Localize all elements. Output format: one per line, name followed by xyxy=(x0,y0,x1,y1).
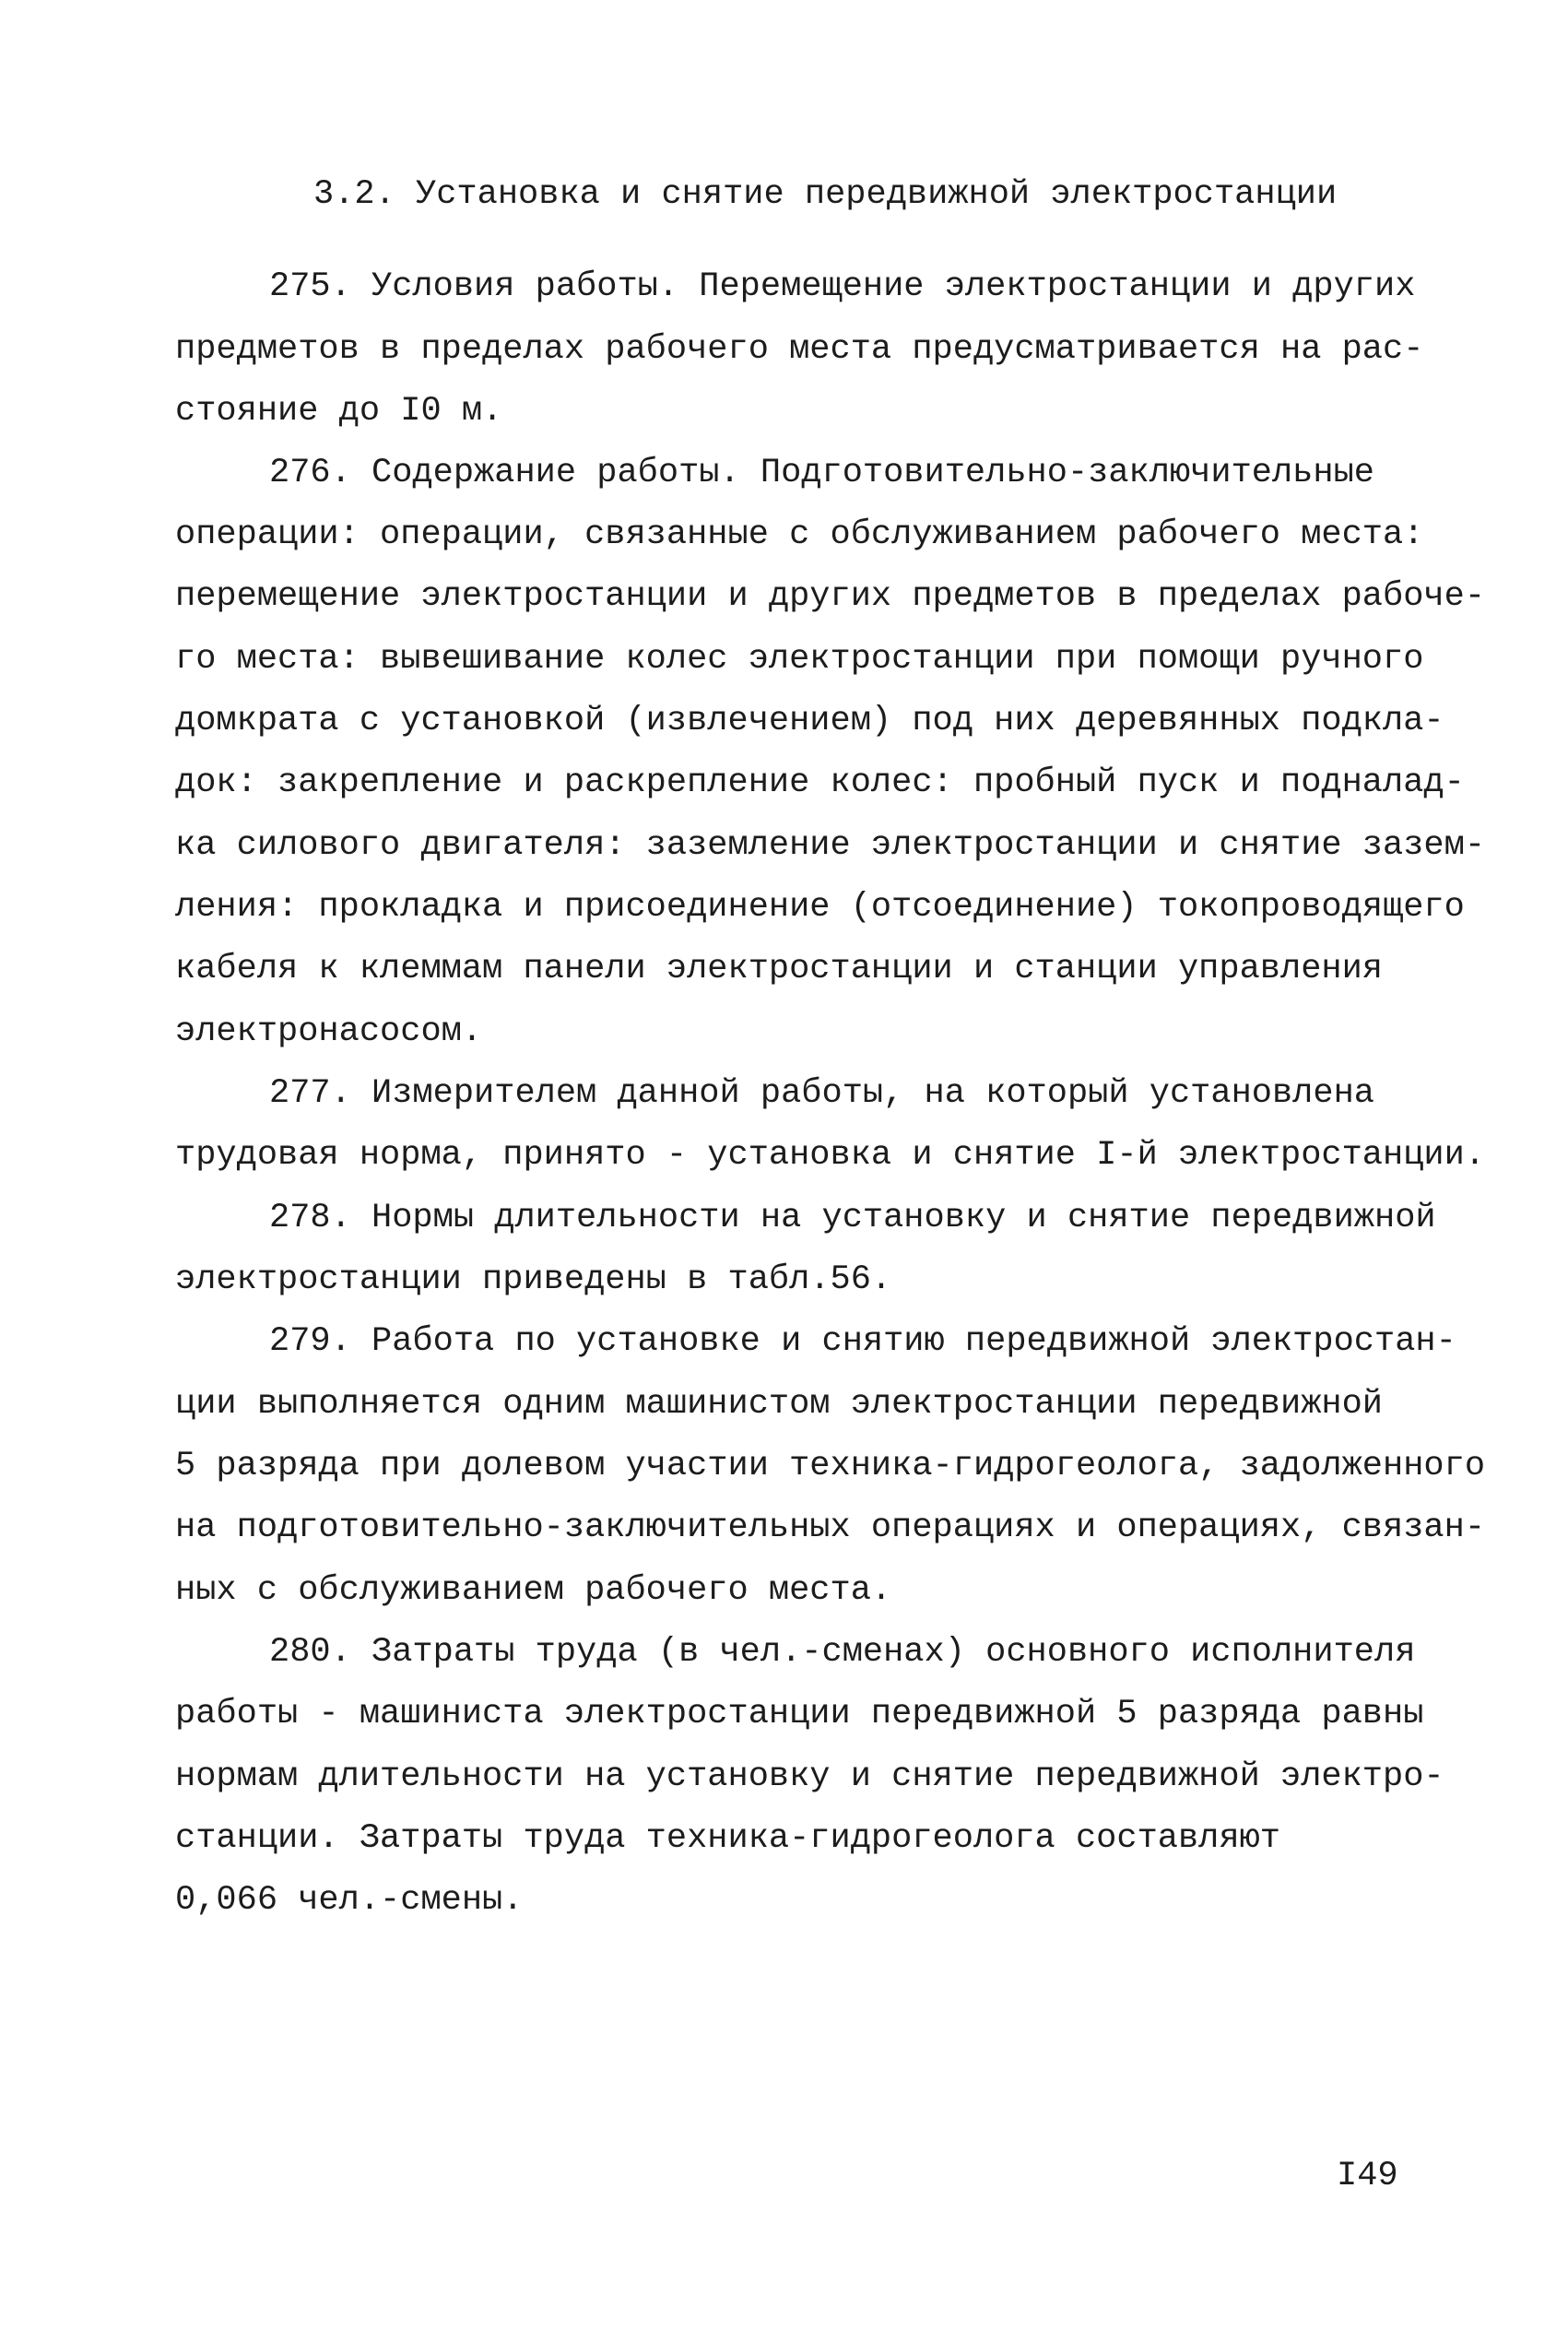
paragraph-277-line-1: 277. Измерителем данной работы, на который установлена xyxy=(269,1074,1374,1113)
paragraph-276-line-4: го места: вывешивание колес электростанции при помощи ручного xyxy=(175,640,1424,679)
paragraph-275-line-3: стояние до I0 м. xyxy=(175,392,503,431)
paragraph-275-line-2: предметов в пределах рабочего места предусматривается на рас- xyxy=(175,330,1424,369)
paragraph-278-line-1: 278. Нормы длительности на установку и снятие передвижной xyxy=(269,1199,1436,1237)
page-number: I49 xyxy=(1337,2157,1398,2195)
paragraph-279-line-1: 279. Работа по установке и снятию передвижной электростан- xyxy=(269,1322,1456,1361)
paragraph-276-line-8: ления: прокладка и присоединение (отсоединение) токопроводящего xyxy=(175,888,1465,927)
section-title: 3.2. Установка и снятие передвижной электростанции xyxy=(313,175,1338,214)
paragraph-280-line-3: нормам длительности на установку и снятие передвижной электро- xyxy=(175,1757,1444,1796)
paragraph-276-line-10: электронасосом. xyxy=(175,1012,483,1051)
paragraph-276-line-6: док: закрепление и раскрепление колес: пробный пуск и подналад- xyxy=(175,763,1465,802)
paragraph-279-line-2: ции выполняется одним машинистом электростанции передвижной xyxy=(175,1385,1384,1424)
paragraph-276-line-7: ка силового двигателя: заземление электростанции и снятие зазем- xyxy=(175,826,1486,865)
paragraph-280-line-5: 0,066 чел.-смены. xyxy=(175,1881,524,1920)
paragraph-276-line-2: операции: операции, связанные с обслуживанием рабочего места: xyxy=(175,515,1424,554)
paragraph-276-line-3: перемещение электростанции и других предметов в пределах рабоче- xyxy=(175,577,1486,616)
paragraph-276-line-1: 276. Содержание работы. Подготовительно-заключительные xyxy=(269,454,1374,492)
paragraph-278-line-2: электростанции приведены в табл.56. xyxy=(175,1260,892,1299)
paragraph-276-line-9: кабеля к клеммам панели электростанции и станции управления xyxy=(175,950,1384,988)
paragraph-280-line-2: работы - машиниста электростанции передвижной 5 разряда равны xyxy=(175,1695,1424,1733)
paragraph-279-line-4: на подготовительно-заключительных операциях и операциях, связан- xyxy=(175,1508,1486,1547)
paragraph-280-line-4: станции. Затраты труда техника-гидрогеолога составляют xyxy=(175,1819,1280,1858)
paragraph-279-line-5: ных с обслуживанием рабочего места. xyxy=(175,1571,892,1610)
paragraph-279-line-3: 5 разряда при долевом участии техника-гидрогеолога, задолженного xyxy=(175,1447,1486,1485)
paragraph-277-line-2: трудовая норма, принято - установка и снятие I-й электростанции. xyxy=(175,1136,1486,1175)
paragraph-280-line-1: 280. Затраты труда (в чел.-сменах) основного исполнителя xyxy=(269,1633,1416,1672)
paragraph-275-line-1: 275. Условия работы. Перемещение электростанции и других xyxy=(269,267,1416,306)
paragraph-276-line-5: домкрата с установкой (извлечением) под них деревянных подкла- xyxy=(175,702,1444,740)
